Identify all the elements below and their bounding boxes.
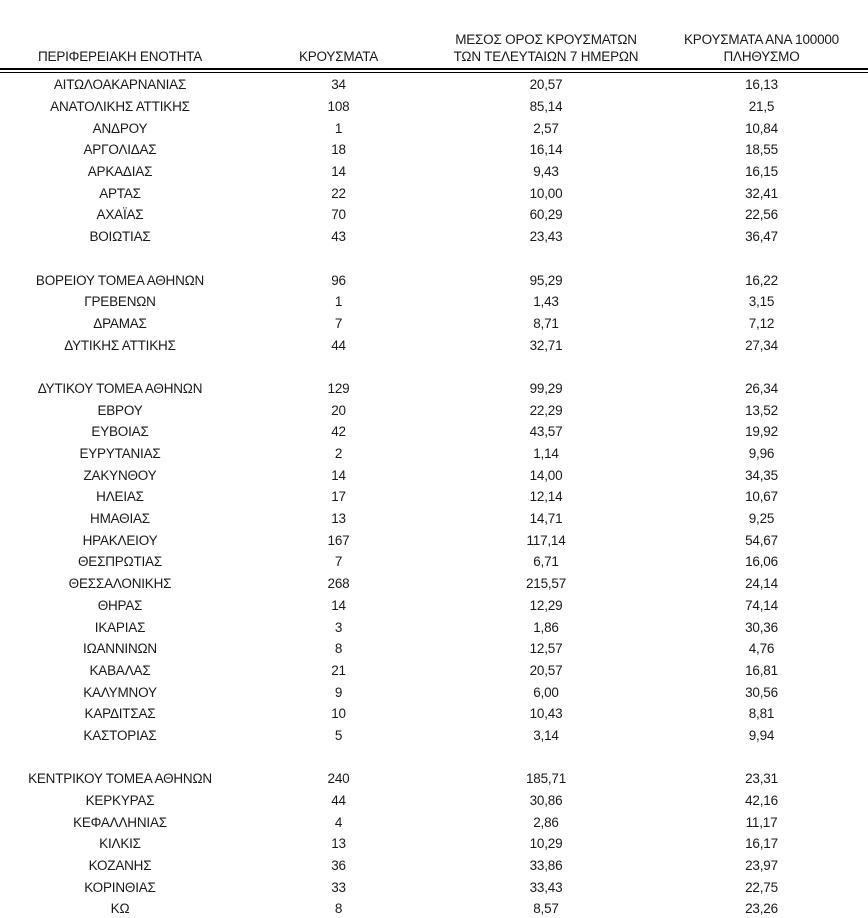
cell-regional-unit: ΚΙΛΚΙΣ [99,836,141,852]
cell-cases: 8 [334,901,343,917]
table-row [0,638,868,660]
cell-7day-average: 185,71 [525,771,567,787]
table-row [0,703,868,725]
cell-regional-unit: ΗΡΑΚΛΕΙΟΥ [82,532,158,548]
cell-7day-average: 22,29 [529,402,563,418]
cell-cases: 33 [331,879,346,895]
cell-cases-per-100000: 3,15 [748,294,775,310]
cell-7day-average: 1,86 [533,619,559,635]
cell-regional-unit: ΚΩ [110,901,130,917]
cell-cases-per-100000: 30,56 [745,684,778,700]
cell-7day-average: 32,71 [529,337,563,353]
cell-cases-per-100000: 74,14 [745,597,778,613]
cell-cases: 7 [334,554,343,570]
cell-cases-per-100000: 18,55 [745,142,778,158]
cell-cases: 44 [331,793,346,809]
cell-regional-unit: ΒΟΡΕΙΟΥ ΤΟΜΕΑ ΑΘΗΝΩΝ [35,272,205,288]
header-cases-per-100000 [655,31,868,65]
table-row [0,573,868,595]
table-row [0,790,868,812]
header-cases-per-100000-line2: ΠΛΗΘΥΣΜΟ [723,49,800,64]
cell-cases: 8 [334,641,343,657]
cell-cases-per-100000: 26,34 [745,380,778,396]
table-row [0,269,868,291]
cell-cases: 70 [331,207,346,223]
cell-regional-unit: ΕΥΡΥΤΑΝΙΑΣ [79,446,161,462]
cell-7day-average: 117,14 [526,532,566,548]
cell-cases-per-100000: 42,16 [745,793,778,809]
cell-regional-unit: ΖΑΚΥΝΘΟΥ [83,467,157,483]
cell-cases: 9 [334,684,343,700]
cell-7day-average: 85,14 [529,99,563,115]
table-row [0,898,868,918]
cell-7day-average: 16,14 [529,142,563,158]
cell-7day-average: 20,57 [529,77,563,93]
cell-regional-unit: ΑΧΑΪΑΣ [96,207,144,223]
table-row [0,595,868,617]
cell-regional-unit: ΚΟΖΑΝΗΣ [88,858,152,874]
table-row [0,616,868,638]
cell-7day-average: 215,57 [525,576,567,592]
cell-cases: 21 [331,662,346,678]
cell-cases-per-100000: 16,22 [745,272,778,288]
cell-7day-average: 10,29 [529,836,563,852]
table-row [0,117,868,139]
cell-regional-unit: ΑΡΤΑΣ [99,185,141,201]
cell-cases-per-100000: 23,26 [745,901,778,917]
cell-cases: 34 [331,77,346,93]
table-row [0,96,868,118]
cell-regional-unit: ΘΕΣΣΑΛΟΝΙΚΗΣ [68,576,172,592]
cell-cases-per-100000: 7,12 [748,315,775,331]
cell-cases: 3 [334,619,343,635]
cell-cases-per-100000: 9,94 [748,727,775,743]
table-row [0,833,868,855]
cell-7day-average: 2,86 [533,814,559,830]
cell-cases: 42 [331,424,346,440]
cell-regional-unit: ΚΟΡΙΝΘΙΑΣ [84,879,156,895]
cell-regional-unit: ΑΝΔΡΟΥ [92,120,148,136]
cell-cases: 1 [334,294,343,310]
cell-regional-unit: ΕΥΒΟΙΑΣ [91,424,149,440]
table-body [0,73,868,918]
table-row [0,725,868,747]
table-row [0,811,868,833]
cell-cases-per-100000: 34,35 [745,467,778,483]
table-row [0,486,868,508]
cell-regional-unit: ΑΡΓΟΛΙΔΑΣ [83,142,157,158]
cell-cases: 4 [334,814,343,830]
cell-regional-unit: ΚΕΝΤΡΙΚΟΥ ΤΟΜΕΑ ΑΘΗΝΩΝ [28,771,212,787]
header-7day-average [437,31,655,65]
cell-cases-per-100000: 23,97 [745,858,778,874]
cell-7day-average: 2,57 [533,120,559,136]
table-row [0,161,868,183]
header-7day-average-line2: ΤΩΝ ΤΕΛΕΥΤΑΙΩΝ 7 ΗΜΕΡΩΝ [453,49,639,64]
cell-cases-per-100000: 23,31 [745,771,778,787]
table-row [0,660,868,682]
cell-regional-unit: ΙΚΑΡΙΑΣ [94,619,146,635]
cell-cases-per-100000: 16,17 [745,836,778,852]
cell-regional-unit: ΑΡΚΑΔΙΑΣ [87,164,153,180]
cell-cases-per-100000: 30,36 [745,619,778,635]
table-row [0,508,868,530]
cell-7day-average: 6,71 [533,554,559,570]
cell-regional-unit: ΗΛΕΙΑΣ [96,489,144,505]
cell-regional-unit: ΔΥΤΙΚΟΥ ΤΟΜΕΑ ΑΘΗΝΩΝ [37,380,203,396]
cell-cases-per-100000: 16,15 [745,164,778,180]
cell-cases-per-100000: 9,96 [748,446,775,462]
table-row [0,551,868,573]
cell-7day-average: 23,43 [529,229,563,245]
cell-cases: 36 [331,858,346,874]
cell-cases-per-100000: 21,5 [748,99,775,115]
cell-7day-average: 8,71 [533,315,559,331]
table-row [0,768,868,790]
table-row [0,291,868,313]
cell-cases-per-100000: 4,76 [748,641,775,657]
cell-regional-unit: ΔΥΤΙΚΗΣ ΑΤΤΙΚΗΣ [64,337,176,353]
cell-regional-unit: ΚΕΡΚΥΡΑΣ [85,793,155,809]
header-cases-per-100000-line1: ΚΡΟΥΣΜΑΤΑ ΑΝΑ 100000 [684,32,839,47]
cell-cases-per-100000: 24,14 [745,576,778,592]
cell-regional-unit: ΗΜΑΘΙΑΣ [90,511,150,527]
table-row [0,74,868,96]
cell-cases: 20 [331,402,346,418]
header-regional-unit [0,48,240,65]
cell-7day-average: 43,57 [529,424,563,440]
cell-7day-average: 20,57 [529,662,563,678]
cell-cases: 17 [331,489,346,505]
cell-cases-per-100000: 16,81 [745,662,778,678]
cell-regional-unit: ΘΕΣΠΡΩΤΙΑΣ [77,554,163,570]
group-gap [0,746,868,768]
table-row [0,313,868,335]
table-row [0,226,868,248]
cell-cases-per-100000: 19,92 [745,424,778,440]
cell-cases-per-100000: 16,06 [745,554,778,570]
table-row [0,464,868,486]
cell-7day-average: 12,14 [529,489,563,505]
cell-regional-unit: ΑΝΑΤΟΛΙΚΗΣ ΑΤΤΙΚΗΣ [50,99,190,115]
cell-cases: 13 [331,511,346,527]
header-cases [240,48,437,65]
cell-cases-per-100000: 11,17 [745,814,778,830]
cell-regional-unit: ΑΙΤΩΛΟΑΚΑΡΝΑΝΙΑΣ [53,77,187,93]
table-row [0,139,868,161]
cell-regional-unit: ΒΟΙΩΤΙΑΣ [89,229,151,245]
cell-cases: 22 [331,185,346,201]
cell-regional-unit: ΚΑΛΥΜΝΟΥ [83,684,157,700]
cell-cases-per-100000: 22,75 [745,879,778,895]
cell-7day-average: 14,00 [529,467,563,483]
group-gap [0,248,868,270]
cell-cases-per-100000: 10,67 [745,489,778,505]
cell-cases: 44 [331,337,346,353]
cell-7day-average: 10,00 [529,185,563,201]
header-7day-average-line1: ΜΕΣΟΣ ΟΡΟΣ ΚΡΟΥΣΜΑΤΩΝ [455,32,637,47]
cell-7day-average: 6,00 [533,684,559,700]
cell-regional-unit: ΕΒΡΟΥ [97,402,143,418]
cell-cases-per-100000: 16,13 [745,77,778,93]
cell-7day-average: 33,43 [529,879,563,895]
cell-7day-average: 95,29 [529,272,563,288]
cell-7day-average: 14,71 [529,511,563,527]
cell-cases: 240 [327,771,350,787]
cell-cases-per-100000: 13,52 [745,402,778,418]
cell-cases: 129 [327,380,350,396]
cell-7day-average: 8,57 [533,901,559,917]
table-header-row [0,0,868,65]
table-row [0,855,868,877]
cell-7day-average: 12,57 [529,641,563,657]
cell-7day-average: 9,43 [533,164,559,180]
cell-cases: 5 [334,727,343,743]
cell-regional-unit: ΚΕΦΑΛΛΗΝΙΑΣ [73,814,167,830]
table-row [0,399,868,421]
cell-cases: 14 [331,597,346,613]
cell-7day-average: 1,14 [533,446,559,462]
cell-7day-average: 12,29 [529,597,563,613]
cell-cases: 14 [331,467,346,483]
cell-regional-unit: ΘΗΡΑΣ [97,597,143,613]
cell-cases-per-100000: 32,41 [745,185,778,201]
cell-regional-unit: ΚΑΣΤΟΡΙΑΣ [83,727,157,743]
cell-7day-average: 10,43 [529,706,563,722]
cell-7day-average: 60,29 [529,207,563,223]
cell-cases: 43 [331,229,346,245]
cell-cases-per-100000: 36,47 [745,229,778,245]
table-row [0,421,868,443]
cell-regional-unit: ΚΑΒΑΛΑΣ [89,662,151,678]
cell-cases: 7 [334,315,343,331]
cell-regional-unit: ΚΑΡΔΙΤΣΑΣ [84,706,156,722]
table-row [0,876,868,898]
cell-cases: 167 [327,532,350,548]
cell-7day-average: 30,86 [529,793,563,809]
cell-cases-per-100000: 22,56 [745,207,778,223]
cell-regional-unit: ΓΡΕΒΕΝΩΝ [84,294,156,310]
cell-cases: 2 [334,446,343,462]
cell-7day-average: 33,86 [529,858,563,874]
cell-cases-per-100000: 27,34 [745,337,778,353]
cell-cases-per-100000: 8,81 [748,706,775,722]
cell-cases: 18 [331,142,346,158]
table-row [0,204,868,226]
cell-cases: 14 [331,164,346,180]
header-cases-label: ΚΡΟΥΣΜΑΤΑ [298,49,379,64]
cell-7day-average: 3,14 [533,727,559,743]
cell-cases: 10 [331,706,346,722]
cell-cases: 108 [327,99,350,115]
cell-cases: 96 [331,272,346,288]
table-row [0,443,868,465]
cell-cases: 1 [334,120,343,136]
cell-7day-average: 99,29 [529,380,563,396]
table-row [0,334,868,356]
table-row [0,681,868,703]
cell-cases-per-100000: 10,84 [745,120,778,136]
cell-cases: 13 [331,836,346,852]
cell-cases-per-100000: 9,25 [748,511,775,527]
table-row [0,378,868,400]
cell-regional-unit: ΙΩΑΝΝΙΝΩΝ [83,641,157,657]
table-row [0,529,868,551]
group-gap [0,356,868,378]
cell-cases: 268 [327,576,350,592]
cell-cases-per-100000: 54,67 [745,532,778,548]
cell-7day-average: 1,43 [533,294,559,310]
cell-regional-unit: ΔΡΑΜΑΣ [93,315,147,331]
header-regional-unit-label: ΠΕΡΙΦΕΡΕΙΑΚΗ ΕΝΟΤΗΤΑ [37,49,203,64]
table-row [0,182,868,204]
